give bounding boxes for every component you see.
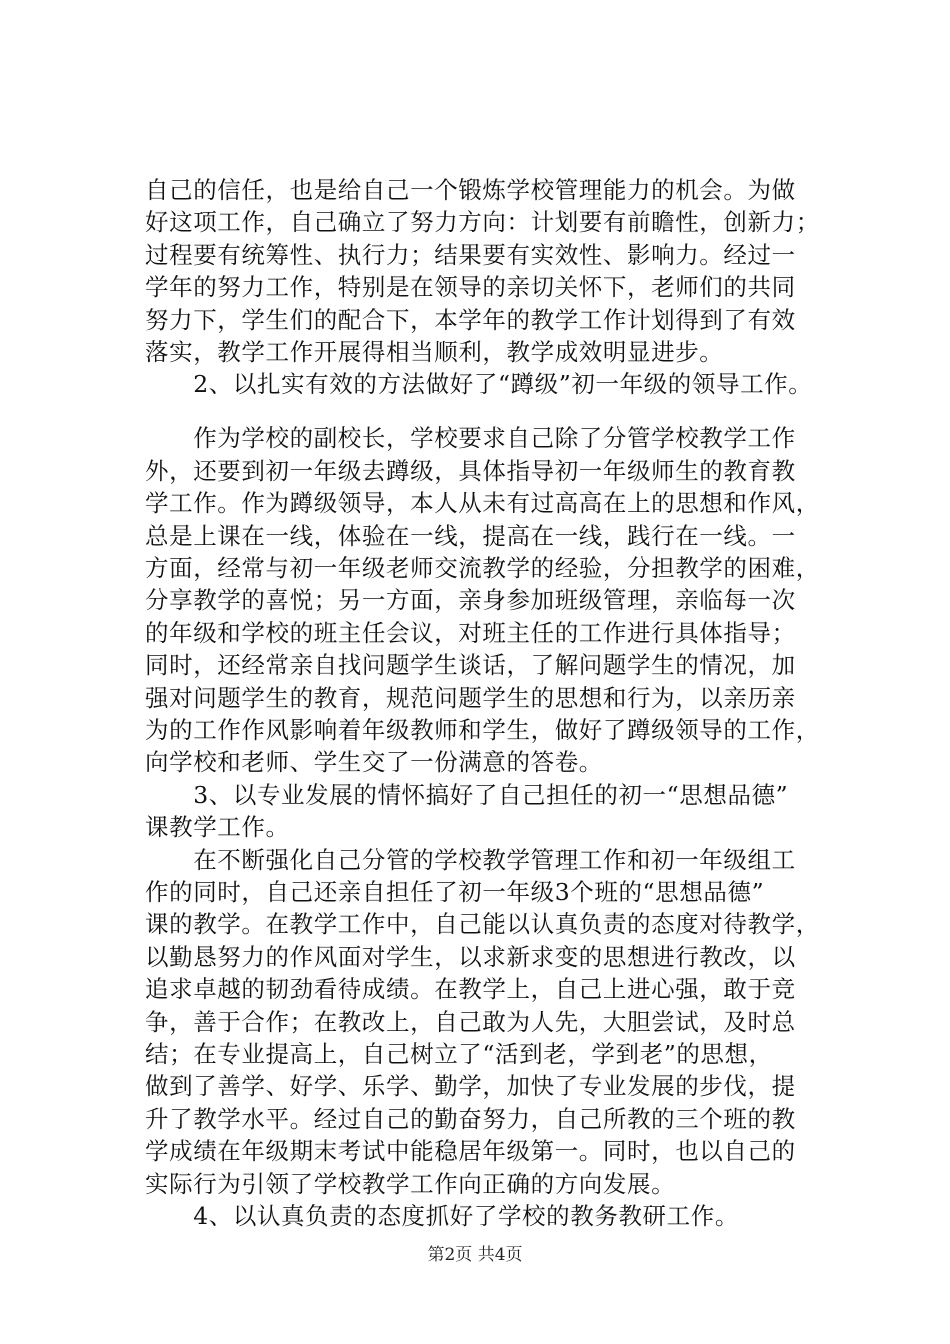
body-text-line: 的年级和学校的班主任会议，对班主任的工作进行具体指导； <box>145 619 796 647</box>
body-text-line: 外，还要到初一年级去蹲级，具体指导初一年级师生的教育教 <box>145 457 796 485</box>
body-text-line: 实际行为引领了学校教学工作向正确的方向发展。 <box>145 1170 676 1198</box>
body-text-line: 过程要有统筹性、执行力；结果要有实效性、影响力。经过一 <box>145 241 796 269</box>
body-text-line: 向学校和老师、学生交了一份满意的答卷。 <box>145 748 603 776</box>
body-text-line: 做到了善学、好学、乐学、勤学，加快了专业发展的步伐，提 <box>145 1072 796 1100</box>
section-heading: 课教学工作。 <box>145 813 290 841</box>
body-text-line: 作为学校的副校长，学校要求自己除了分管学校教学工作 <box>145 424 796 452</box>
body-text-line: 结；在专业提高上，自己树立了“活到老，学到老”的思想， <box>145 1040 773 1068</box>
body-text-line: 落实，教学工作开展得相当顺利，教学成效明显进步。 <box>145 338 724 366</box>
body-text-line: 为的工作作风影响着年级教师和学生，做好了蹲级领导的工作， <box>145 716 820 744</box>
body-text-line: 自己的信任，也是给自己一个锻炼学校管理能力的机会。为做 <box>145 176 796 204</box>
body-text-line: 学成绩在年级期末考试中能稳居年级第一。同时，也以自己的 <box>145 1137 796 1165</box>
body-text-line: 升了教学水平。经过自己的勤奋努力，自己所教的三个班的教 <box>145 1105 796 1133</box>
body-text-line: 同时，还经常亲自找问题学生谈话，了解问题学生的情况，加 <box>145 651 796 679</box>
body-text-line: 强对问题学生的教育，规范问题学生的思想和行为，以亲历亲 <box>145 684 796 712</box>
body-text-line: 努力下，学生们的配合下，本学年的教学工作计划得到了有效 <box>145 306 796 334</box>
body-text-line: 总是上课在一线，体验在一线，提高在一线，践行在一线。一 <box>145 522 796 550</box>
body-text-line: 作的同时，自己还亲自担任了初一年级3个班的“思想品德” <box>145 878 765 906</box>
body-text-line: 方面，经常与初一年级老师交流教学的经验，分担教学的困难， <box>145 554 820 582</box>
body-text-line: 在不断强化自己分管的学校教学管理工作和初一年级组工 <box>145 846 796 874</box>
body-text-line: 分享教学的喜悦；另一方面，亲身参加班级管理，亲临每一次 <box>145 586 796 614</box>
body-text-line: 争，善于合作；在教改上，自己敢为人先，大胆尝试，及时总 <box>145 1008 796 1036</box>
body-text-line: 学工作。作为蹲级领导，本人从未有过高高在上的思想和作风， <box>145 489 820 517</box>
section-heading: 2、以扎实有效的方法做好了“蹲级”初一年级的领导工作。 <box>145 370 813 398</box>
body-text-line: 好这项工作，自己确立了努力方向：计划要有前瞻性，创新力； <box>145 208 820 236</box>
section-heading: 4、以认真负责的态度抓好了学校的教务教研工作。 <box>145 1202 739 1230</box>
body-text-line: 以勤恳努力的作风面对学生，以求新求变的思想进行教改，以 <box>145 943 796 971</box>
body-text-line: 学年的努力工作，特别是在领导的亲切关怀下，老师们的共同 <box>145 273 796 301</box>
body-text-line: 课的教学。在教学工作中，自己能以认真负责的态度对待教学， <box>145 910 820 938</box>
page-footer: 第2页 共4页 <box>427 1245 523 1265</box>
section-heading: 3、以专业发展的情怀搞好了自己担任的初一“思想品德” <box>145 781 789 809</box>
body-text-line: 追求卓越的韧劲看待成绩。在教学上，自己上进心强，敢于竞 <box>145 975 796 1003</box>
